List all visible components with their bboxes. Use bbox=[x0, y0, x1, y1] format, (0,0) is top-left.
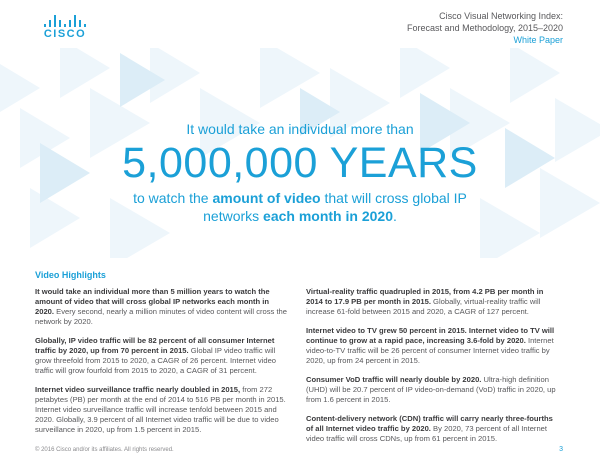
copyright-notice: © 2016 Cisco and/or its affiliates. All rights reserved. bbox=[35, 447, 174, 453]
cisco-logo-wordmark: CISCO bbox=[43, 28, 87, 40]
hero-tagline: to watch the amount of video that will cross global IP networks each month in 2020. bbox=[133, 190, 467, 224]
paragraph: Internet video surveillance traffic nearly doubled in 2015, from 272 petabytes (PB) per month at the end of 2014 to 516 PB per month in 2015. Internet video surveillance traffic will increase tenfold between 2015 and 2020. Globally, 3.9 percent of all Internet video traffic will be due to video surveillance in 2020, up from 1.5 percent in 2015. bbox=[35, 385, 286, 434]
document-header bbox=[407, 10, 563, 46]
header-title-line1: Cisco Visual Networking Index: bbox=[439, 11, 563, 21]
paragraph: It would take an individual more than 5 million years to watch the amount of video that will cross global IP networks each month in 2020. Every second, nearly a million minutes of video content will cross the network by 2020. bbox=[35, 287, 287, 326]
right-column bbox=[306, 287, 561, 453]
page-number: 3 bbox=[559, 446, 563, 453]
cisco-logo-bars-icon bbox=[35, 15, 95, 27]
hero-lead: It would take an individual more than bbox=[186, 121, 414, 137]
paragraph: Consumer VoD traffic will nearly double by 2020. Ultra-high definition (UHD) will be 20.7 percent of IP video-on-demand (VoD) traffic in 2020, up from 1.6 percent in 2015. bbox=[306, 375, 556, 404]
paragraph: Virtual-reality traffic quadrupled in 2015, from 4.2 PB per month in 2014 to 17.9 PB per month in 2015. Globally, virtual-reality traffic will increase 61-fold between 2015 and 2020, a CAGR of 127 percent. bbox=[306, 287, 544, 316]
paragraph: Content-delivery network (CDN) traffic will carry nearly three-fourths of all Internet video traffic by 2020. By 2020, 73 percent of all Internet video traffic will cross CDNs, up from 61 percent in 2015. bbox=[306, 414, 553, 443]
cisco-logo bbox=[35, 15, 95, 39]
paragraph: Internet video to TV grew 50 percent in 2015. Internet video to TV will continue to grow at a rapid pace, increasing 3.6-fold by 2020. Internet video-to-TV traffic will be 26 percent of consumer Internet video traffic by 2020, up from 24 percent in 2015. bbox=[306, 326, 555, 365]
header-doc-type: White Paper bbox=[513, 35, 563, 45]
left-column bbox=[35, 287, 290, 444]
hero-big-number: 5,000,000 YEARS bbox=[122, 139, 478, 187]
paragraph: Globally, IP video traffic will be 82 percent of all consumer Internet traffic by 2020, up from 70 percent in 2015. Global IP video traffic will grow threefold from 2015 to 2020, a CAGR of 26 percent. Internet video traffic will grow fourfold from 2015 to 2020, a CAGR of 31 percent. bbox=[35, 336, 277, 375]
section-title: Video Highlights bbox=[35, 270, 106, 280]
header-title-line2: Forecast and Methodology, 2015–2020 bbox=[407, 23, 563, 33]
hero-banner bbox=[0, 48, 600, 258]
